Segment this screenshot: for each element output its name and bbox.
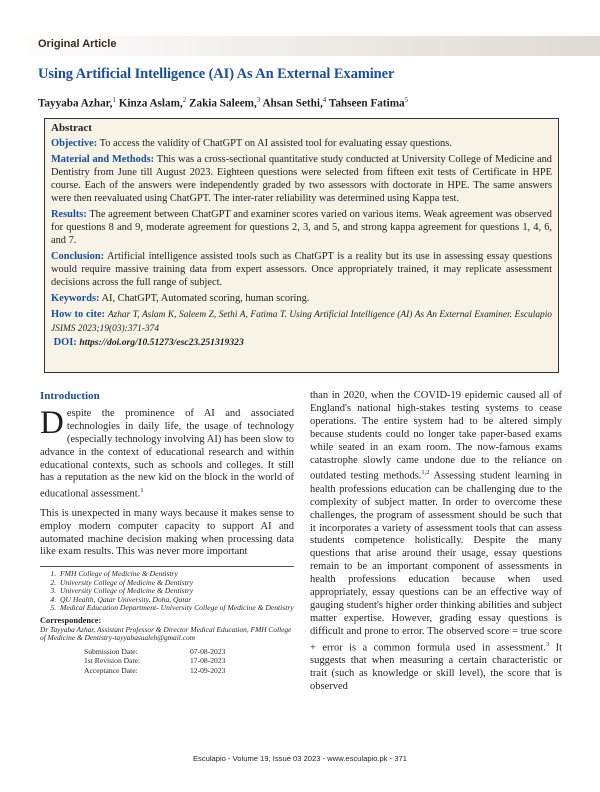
keywords-text: AI, ChatGPT, Automated scoring, human scoring. <box>101 293 310 304</box>
reference-marker[interactable]: 1,2 <box>421 469 430 477</box>
author-affiliation-number: 3 <box>256 96 261 104</box>
correspondence-text: Dr Tayyaba Azhar, Assistant Professor & Director Medical Education, FMH College of Medicine & Dentistry-tayyabasualeh@gmail.com <box>40 624 292 643</box>
intro-paragraph-2: This is unexpected in many ways because it makes sense to employ modern computer capacity to support AI and automated machine decision making when processing data like exam results. This was never more important <box>40 507 294 558</box>
paragraph-text: than in 2020, when the COVID-19 epidemic caused all of England's national high-stakes testing systems to cease operations. The entire system had to be altered simply because students could no longer take paper-based exams while seated in an exam room. The now-famous exams catastrophe slowly came undone due to the reliance on outdated testing methods. <box>310 390 562 482</box>
author-name: Kinza Aslam, <box>118 97 183 110</box>
paragraph-text: It suggests that when measuring a certain characteristic or trait (such as knowledge or skill level), the score that is observed <box>310 642 562 692</box>
abstract-conclusion <box>51 250 552 289</box>
abstract-doi <box>51 336 552 349</box>
reference-marker[interactable]: 1 <box>140 487 144 495</box>
methods-text: This was a cross-sectional quantitative study conducted at University College of Medicine and Dentistry from June till August 2023. Eighteen questions were selected from fifteen exit tests of Certificate in HPE course. Each of the answers were independently graded by two assessors with doctorate in HPE. The same answers were then reevaluated using ChatGPT. The inter-rater reliability was determined using Kappa test. <box>51 154 552 204</box>
dates-table <box>40 647 296 675</box>
article-type-label: Original Article <box>38 38 117 50</box>
intro-paragraph-1-text: espite the prominence of AI and associated technologies in daily life, the usage of technology (especially technology involving AI) has been slow to advance in the context of educational research and within educational contexts, such as schools and colleges. It still has a reputation as the new kid on the block in the world of educational assessment. <box>40 407 294 500</box>
conclusion-label: Conclusion: <box>51 251 105 262</box>
author-name: Tahseen Fatima <box>328 97 405 110</box>
body-column-right <box>310 390 562 700</box>
right-column-paragraph <box>310 390 562 694</box>
date-label: Acceptance Date: <box>84 665 138 675</box>
author-affiliation-number: 4 <box>322 96 327 104</box>
author-list <box>38 96 408 110</box>
footnotes <box>40 570 296 675</box>
doi-label: DOI: <box>53 337 77 348</box>
article-type-banner <box>0 36 600 56</box>
paragraph-text: Assessing student learning in health professions education can be challenging due to the complexity of subject matter. In order to overcome these challenges, the program of assessment should be such that it incorporates a variety of assessment tools that can assess students competence holistically. Despite the many questions that arise around their usage, essay questions remain to be an important component of assessments in health professions education because when used appropriately, essay questions can be an effective way of gauging student's higher order thinking abilities and subject matter expertise. However, grading essay questions is difficult and prone to error. The observed score = true score + error is a common formula used in assessment. <box>310 470 562 654</box>
abstract-objective <box>51 137 552 150</box>
date-row <box>40 656 296 665</box>
footnote-divider <box>40 566 294 567</box>
reference-marker[interactable]: 3 <box>545 640 550 648</box>
intro-paragraph-1 <box>40 404 294 502</box>
body-column-left <box>40 390 294 565</box>
cite-text: Azhar T, Aslam K, Saleem Z, Sethi A, Fatima T. Using Artificial Intelligence (AI) As An External Examiner. Esculapio JSIMS 2023;19(03):371-374 <box>51 310 552 334</box>
date-row <box>40 666 296 675</box>
methods-label: Material and Methods: <box>51 154 155 165</box>
author-name: Tayyaba Azhar, <box>38 97 113 110</box>
keywords-label: Keywords: <box>51 293 100 304</box>
date-label: Submission Date: <box>84 646 138 656</box>
objective-text: To access the validity of ChatGPT on AI assisted tool for evaluating essay questions. <box>99 138 452 149</box>
correspondence-heading: Correspondence: <box>40 615 102 625</box>
drop-cap: D <box>40 404 64 441</box>
affiliation-item: 2. University College of Medicine & Dentistry <box>58 579 296 588</box>
author-affiliation-number: 1 <box>112 96 116 104</box>
date-value: 17-08-2023 <box>190 656 226 666</box>
page-footer: Esculapio - Volume 19, Issue 03 2023 - www.esculapio.pk - 371 <box>192 754 407 763</box>
abstract-methods <box>51 153 552 205</box>
cite-label: How to cite: <box>51 309 106 320</box>
doi-link[interactable]: https://doi.org/10.51273/esc23.251319323 <box>79 337 244 348</box>
abstract-keywords <box>51 292 552 305</box>
objective-label: Objective: <box>51 138 98 149</box>
affiliation-list <box>40 570 296 613</box>
author-affiliation-number: 5 <box>404 96 409 104</box>
conclusion-text: Artificial intelligence assisted tools such as ChatGPT is a reality but its use in assessing essay questions would require massive training data from expert assessors. Once appropriately trained, it may replicate assessment decisions across the full range of subject. <box>51 251 552 288</box>
date-row <box>40 647 296 656</box>
affiliation-item: 3. University College of Medicine & Dentistry <box>58 587 296 596</box>
abstract-box <box>44 118 559 373</box>
affiliation-item: 5. Medical Education Department- University College of Medicine & Dentistry <box>58 604 296 613</box>
abstract-results <box>51 208 552 247</box>
date-value: 07-08-2023 <box>190 646 226 656</box>
abstract-citation <box>51 308 552 336</box>
date-label: 1st Revision Date: <box>84 656 141 666</box>
author-affiliation-number: 2 <box>182 96 187 104</box>
abstract-heading: Abstract <box>51 122 92 134</box>
affiliation-item: 1. FMH College of Medicine & Dentistry <box>58 570 296 579</box>
author-name: Ahsan Sethi, <box>262 97 323 110</box>
author-name: Zakia Saleem, <box>189 97 257 110</box>
results-text: The agreement between ChatGPT and examiner scores varied on various items. Weak agreement was observed for questions 8 and 9, moderate agreement for questions 2, 3, and 5, and strong kappa agreement for questions 1, 4, 6, and 7. <box>51 209 552 246</box>
affiliation-item: 4. QU Health, Qatar University, Doha, Qatar <box>58 596 296 605</box>
results-label: Results: <box>51 209 87 220</box>
date-value: 12-09-2023 <box>190 665 226 675</box>
introduction-heading: Introduction <box>40 390 100 402</box>
article-title: Using Artificial Intelligence (AI) As An External Examiner <box>38 66 395 82</box>
